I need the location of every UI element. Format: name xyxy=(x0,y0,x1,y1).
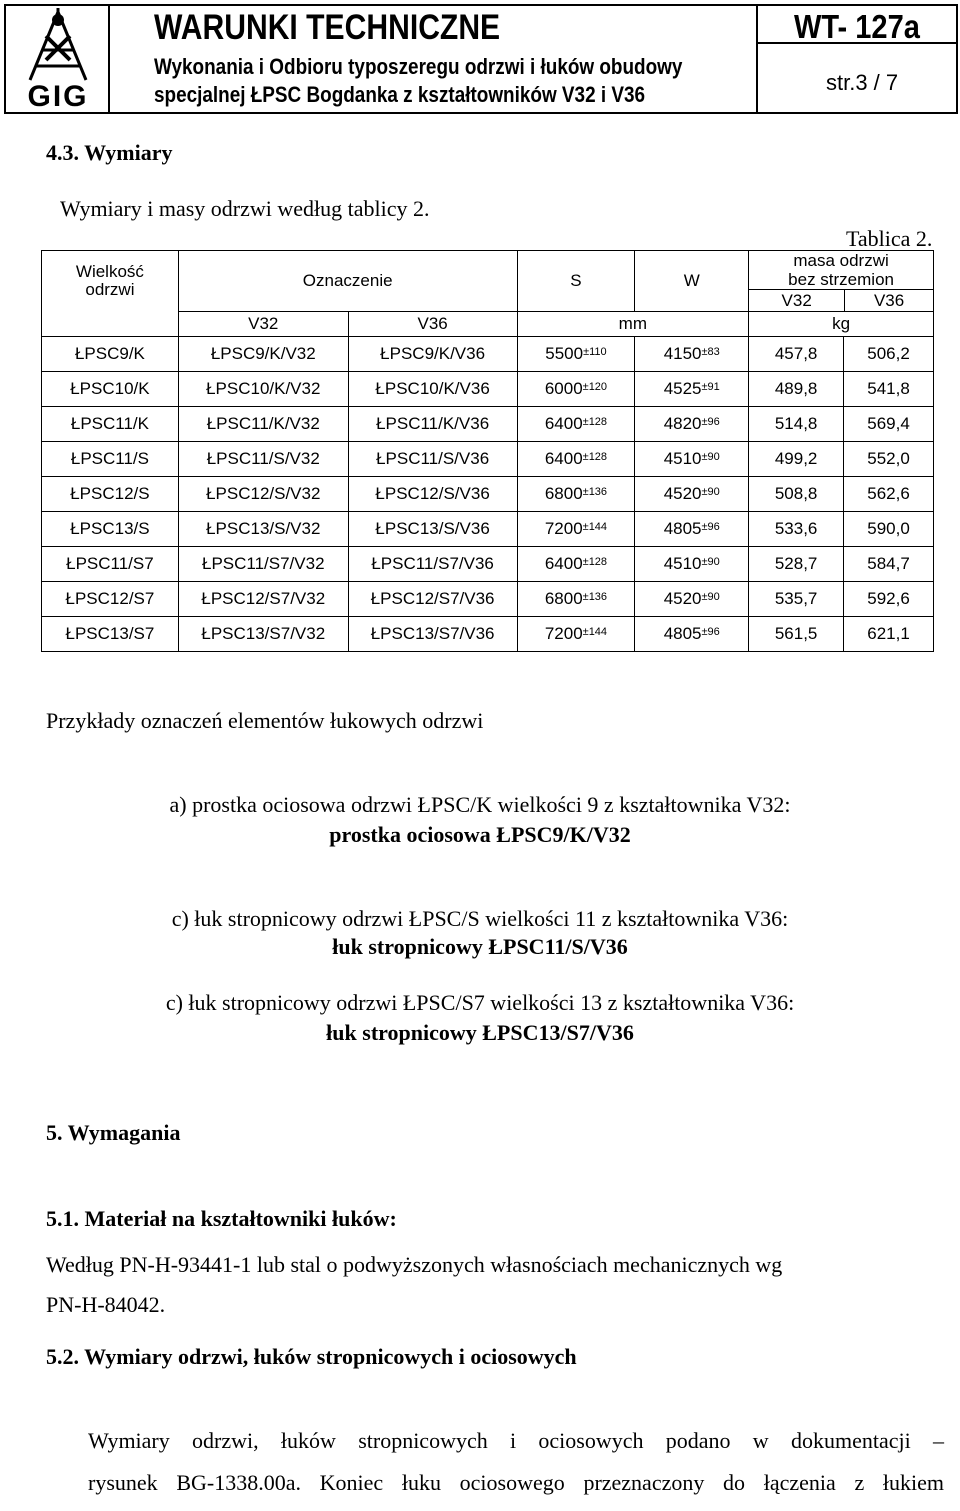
cell-s-tolerance: ±144 xyxy=(582,626,608,638)
document-subtitle-line1: Wykonania i Odbioru typoszeregu odrzwi i łuków obudowy xyxy=(154,54,683,79)
cell-w xyxy=(635,512,749,547)
table-subheader-row xyxy=(42,312,934,337)
cell-designation-v32: ŁPSC12/S7/V32 xyxy=(178,582,348,617)
cell-s xyxy=(517,407,635,442)
cell-mass-v32: 457,8 xyxy=(749,337,844,372)
cell-mass-v32: 561,5 xyxy=(749,617,844,652)
table-row xyxy=(42,617,934,652)
cell-s-value: 7200 xyxy=(544,624,583,643)
cell-s-value: 6800 xyxy=(544,589,583,608)
cell-s xyxy=(517,442,635,477)
cell-s-tolerance: ±136 xyxy=(582,591,608,603)
cell-designation-v32: ŁPSC12/S/V32 xyxy=(178,477,348,512)
cell-mass-v32: 528,7 xyxy=(749,547,844,582)
header-border-top xyxy=(4,4,958,6)
cell-s-tolerance: ±110 xyxy=(583,346,607,358)
header-divider-logo xyxy=(108,4,110,114)
cell-size: ŁPSC11/S xyxy=(42,442,179,477)
cell-s xyxy=(517,337,635,372)
table-header-row xyxy=(42,251,934,312)
cell-size: ŁPSC11/K xyxy=(42,407,179,442)
cell-w xyxy=(635,407,749,442)
cell-w-tolerance: ±83 xyxy=(701,346,720,358)
cell-mass-v32: 508,8 xyxy=(749,477,844,512)
subheader-v32: V32 xyxy=(178,312,348,337)
cell-mass-v32: 514,8 xyxy=(749,407,844,442)
cell-s-tolerance: ±144 xyxy=(582,521,608,533)
cell-w xyxy=(635,442,749,477)
table-row xyxy=(42,477,934,512)
cell-mass-v32: 499,2 xyxy=(749,442,844,477)
header-mass-v32: V32 xyxy=(749,290,845,311)
cell-size: ŁPSC13/S7 xyxy=(42,617,179,652)
cell-mass-v36: 506,2 xyxy=(844,337,934,372)
cell-s xyxy=(517,512,635,547)
table-row xyxy=(42,582,934,617)
cell-w-value: 4510 xyxy=(663,554,702,573)
header-border-right xyxy=(956,4,958,114)
cell-w xyxy=(635,547,749,582)
cell-s xyxy=(517,582,635,617)
cell-s xyxy=(517,372,635,407)
cell-s xyxy=(517,547,635,582)
cell-mass-v36: 621,1 xyxy=(844,617,934,652)
cell-designation-v36: ŁPSC9/K/V36 xyxy=(348,337,517,372)
cell-designation-v36: ŁPSC12/S/V36 xyxy=(348,477,517,512)
document-title: WARUNKI TECHNICZNE xyxy=(154,8,501,47)
cell-designation-v32: ŁPSC11/K/V32 xyxy=(178,407,348,442)
subheader-empty xyxy=(42,312,179,337)
cell-w-tolerance: ±91 xyxy=(701,381,720,393)
section-5-1-text-line2: PN-H-84042. xyxy=(46,1292,166,1317)
header-mass xyxy=(749,251,934,312)
cell-w-tolerance: ±96 xyxy=(701,626,720,638)
cell-mass-v36: 592,6 xyxy=(844,582,934,617)
cell-w-value: 4805 xyxy=(663,519,702,538)
cell-s xyxy=(517,477,635,512)
cell-w xyxy=(635,582,749,617)
section-4-3-title: 4.3. Wymiary xyxy=(46,140,173,165)
cell-designation-v36: ŁPSC12/S7/V36 xyxy=(348,582,517,617)
document-subtitle-line2: specjalnej ŁPSC Bogdanka z kształtowników V32 i V36 xyxy=(154,82,646,107)
cell-mass-v36: 562,6 xyxy=(844,477,934,512)
table-row xyxy=(42,407,934,442)
cell-w-value: 4805 xyxy=(663,624,702,643)
cell-mass-v36: 590,0 xyxy=(844,512,934,547)
cell-designation-v36: ŁPSC13/S7/V36 xyxy=(348,617,517,652)
header-mass-v36: V36 xyxy=(873,291,905,310)
subheader-unit-kg: kg xyxy=(749,312,934,337)
header-size-line2: odrzwi xyxy=(85,280,135,300)
cell-size: ŁPSC13/S xyxy=(42,512,179,547)
cell-s-value: 6400 xyxy=(544,449,583,468)
header-mass-line2: bez strzemion xyxy=(788,270,894,289)
header-designation: Oznaczenie xyxy=(178,251,517,312)
cell-designation-v36: ŁPSC13/S/V36 xyxy=(348,512,517,547)
table-row xyxy=(42,512,934,547)
header-size xyxy=(42,251,179,312)
cell-w-tolerance: ±96 xyxy=(701,416,720,428)
cell-mass-v36: 552,0 xyxy=(844,442,934,477)
document-header xyxy=(4,4,958,114)
subheader-unit-mm: mm xyxy=(517,312,749,337)
section-5-2-text-line1: Wymiary odrzwi, łuków stropnicowych i ociosowych podano w dokumentacji – xyxy=(88,1428,944,1453)
cell-s-tolerance: ±128 xyxy=(582,416,608,428)
cell-w xyxy=(635,617,749,652)
example-c2-text: c) łuk stropnicowy odrzwi ŁPSC/S7 wielkości 13 z kształtownika V36: xyxy=(165,990,795,1015)
header-border-left xyxy=(4,4,6,114)
cell-w-value: 4520 xyxy=(663,484,702,503)
example-a-designation: prostka ociosowa ŁPSC9/K/V32 xyxy=(329,822,631,847)
cell-w-tolerance: ±96 xyxy=(701,521,720,533)
cell-w xyxy=(635,372,749,407)
cell-designation-v32: ŁPSC10/K/V32 xyxy=(178,372,348,407)
cell-w-tolerance: ±90 xyxy=(701,451,720,463)
cell-mass-v32: 489,8 xyxy=(749,372,844,407)
cell-designation-v36: ŁPSC11/S7/V36 xyxy=(348,547,517,582)
cell-w-tolerance: ±90 xyxy=(701,556,720,568)
section-5-1-text-line1: Według PN-H-93441-1 lub stal o podwyższonych własnościach mechanicznych wg xyxy=(46,1252,783,1277)
cell-w-value: 4820 xyxy=(663,414,702,433)
header-divider-code xyxy=(756,4,758,114)
cell-w-tolerance: ±90 xyxy=(701,591,720,603)
cell-s-tolerance: ±136 xyxy=(582,486,608,498)
cell-size: ŁPSC12/S xyxy=(42,477,179,512)
cell-w-value: 4525 xyxy=(663,379,702,398)
header-w: W xyxy=(635,251,749,312)
header-mass-line1: masa odrzwi xyxy=(793,251,889,270)
section-5-2-title: 5.2. Wymiary odrzwi, łuków stropnicowych i ociosowych xyxy=(46,1344,577,1369)
logo-text: GIG xyxy=(27,80,89,113)
cell-mass-v36: 584,7 xyxy=(844,547,934,582)
cell-w-value: 4150 xyxy=(663,344,702,363)
cell-designation-v32: ŁPSC11/S7/V32 xyxy=(178,547,348,582)
page-number: str.3 / 7 xyxy=(826,70,899,95)
cell-s-tolerance: ±128 xyxy=(582,556,608,568)
cell-s-value: 6800 xyxy=(544,484,583,503)
table-label: Tablica 2. xyxy=(846,226,933,251)
subheader-v36: V36 xyxy=(348,312,517,337)
cell-w-value: 4510 xyxy=(663,449,702,468)
section-5-1-title: 5.1. Materiał na kształtowniki łuków: xyxy=(46,1206,397,1231)
cell-mass-v32: 535,7 xyxy=(749,582,844,617)
cell-s-tolerance: ±128 xyxy=(582,451,608,463)
example-c1-designation: łuk stropnicowy ŁPSC11/S/V36 xyxy=(332,934,628,959)
section-4-3-intro: Wymiary i masy odrzwi według tablicy 2. xyxy=(60,196,430,221)
cell-w xyxy=(635,337,749,372)
example-a-text: a) prostka ociosowa odrzwi ŁPSC/K wielkości 9 z kształtownika V32: xyxy=(169,792,791,817)
cell-s xyxy=(517,617,635,652)
cell-designation-v32: ŁPSC9/K/V32 xyxy=(178,337,348,372)
cell-s-value: 5500 xyxy=(545,344,584,363)
header-s: S xyxy=(517,251,635,312)
cell-s-value: 6000 xyxy=(544,379,583,398)
cell-designation-v36: ŁPSC11/K/V36 xyxy=(348,407,517,442)
cell-designation-v32: ŁPSC11/S/V32 xyxy=(178,442,348,477)
examples-title: Przykłady oznaczeń elementów łukowych odrzwi xyxy=(46,708,484,733)
table-row xyxy=(42,442,934,477)
cell-size: ŁPSC9/K xyxy=(42,337,179,372)
cell-s-value: 7200 xyxy=(544,519,583,538)
cell-mass-v36: 541,8 xyxy=(844,372,934,407)
header-border-bottom xyxy=(4,112,958,114)
cell-w xyxy=(635,477,749,512)
cell-mass-v36: 569,4 xyxy=(844,407,934,442)
cell-s-tolerance: ±120 xyxy=(582,381,608,393)
section-5-title: 5. Wymagania xyxy=(46,1120,181,1145)
section-5-2-text-line2: rysunek BG-1338.00a. Koniec łuku ociosowego przeznaczony do łączenia z łukiem xyxy=(88,1470,944,1495)
cell-w-tolerance: ±90 xyxy=(701,486,720,498)
cell-s-value: 6400 xyxy=(544,414,583,433)
cell-designation-v36: ŁPSC11/S/V36 xyxy=(348,442,517,477)
example-c2-designation: łuk stropnicowy ŁPSC13/S7/V36 xyxy=(326,1020,634,1045)
table-row xyxy=(42,547,934,582)
gig-logo xyxy=(12,6,104,114)
example-c1-text: c) łuk stropnicowy odrzwi ŁPSC/S wielkości 11 z kształtownika V36: xyxy=(171,906,789,931)
dimensions-table xyxy=(41,250,934,652)
cell-size: ŁPSC12/S7 xyxy=(42,582,179,617)
cell-designation-v36: ŁPSC10/K/V36 xyxy=(348,372,517,407)
cell-s-value: 6400 xyxy=(544,554,583,573)
document-code: WT- 127a xyxy=(794,8,920,45)
cell-size: ŁPSC10/K xyxy=(42,372,179,407)
cell-designation-v32: ŁPSC13/S/V32 xyxy=(178,512,348,547)
cell-designation-v32: ŁPSC13/S7/V32 xyxy=(178,617,348,652)
cell-mass-v32: 533,6 xyxy=(749,512,844,547)
mine-tower-icon xyxy=(12,6,104,82)
table-body xyxy=(42,337,934,652)
table-row xyxy=(42,337,934,372)
cell-size: ŁPSC11/S7 xyxy=(42,547,179,582)
cell-w-value: 4520 xyxy=(663,589,702,608)
header-size-line1: Wielkość xyxy=(75,262,144,282)
table-row xyxy=(42,372,934,407)
